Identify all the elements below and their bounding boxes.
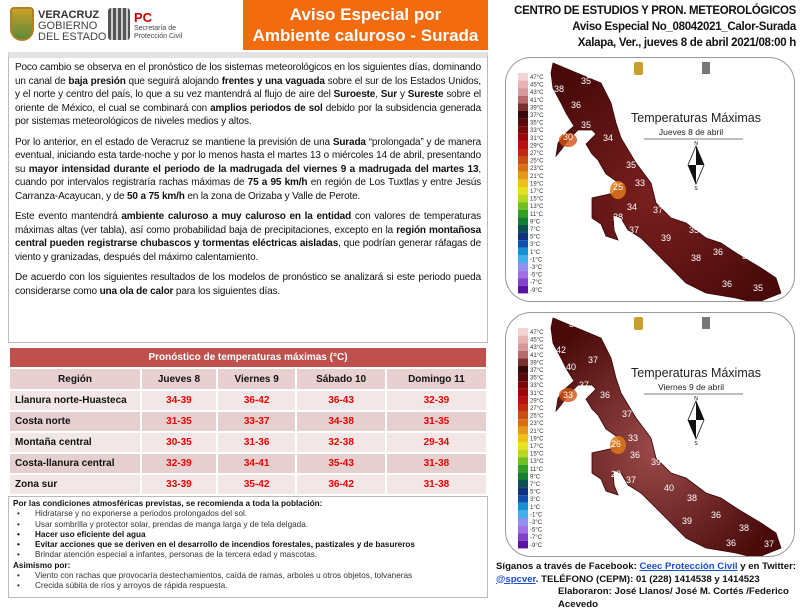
recommendations-title: Por las condiciones atmosféricas previstas, se recomienda a toda la población: <box>13 499 323 508</box>
legend-label: 5°C <box>530 234 541 241</box>
legend-label: 23°C <box>530 166 544 173</box>
bold-text: una ola de calor <box>99 285 174 297</box>
region-name: Costa norte <box>10 412 140 431</box>
bulletin-text <box>8 52 488 343</box>
legend-swatch <box>518 510 528 518</box>
bold-text: amplios periodos de sol <box>210 102 323 114</box>
isotherm-label: 36 <box>725 538 737 548</box>
legend-swatch <box>518 217 528 225</box>
legend-label: 39°C <box>530 105 544 112</box>
center-name: CENTRO DE ESTUDIOS Y PRON. METEOROLÓGICOS <box>514 5 796 17</box>
legend-swatch <box>518 73 528 81</box>
legend-label: -7°C <box>530 535 543 542</box>
temperature-map <box>506 313 795 557</box>
legend-label: -5°C <box>530 272 543 279</box>
compass-s: S <box>694 441 698 447</box>
legend-label: 37°C <box>530 113 544 119</box>
bold-text: 75 a 95 km/h <box>247 177 308 188</box>
isotherm-label: 34 <box>602 133 614 143</box>
isotherm-label: 39 <box>660 233 672 243</box>
isotherm-label: 36 <box>721 279 733 289</box>
pc-logo-small <box>702 317 710 329</box>
veracruz-logo-small <box>634 62 643 75</box>
text: sobre el sur de los Estados Unidos, y el norte y centro del país, lo que a su vez mantendrá al flujo de aire del <box>15 75 482 100</box>
legend-label: 37°C <box>530 368 544 374</box>
legend-label: 9°C <box>530 474 541 481</box>
table-row <box>10 412 486 431</box>
temperature-range: 31-35 <box>387 412 486 431</box>
legend-swatch <box>518 374 528 382</box>
column-header: Sábado 10 <box>297 369 384 389</box>
legend-swatch <box>518 351 528 359</box>
also-title: Asimismo por: <box>13 560 71 570</box>
legend-swatch <box>518 233 528 241</box>
column-header: Viernes 9 <box>218 369 295 389</box>
bold-text: frentes y una vaguada <box>221 75 325 87</box>
bold-text: región montañosa central pueden registrarse chubascos y tormentas eléctricas aisladas <box>15 224 481 249</box>
legend-swatch <box>518 450 528 458</box>
isotherm-label: 33 <box>627 433 639 443</box>
legend-label: 31°C <box>530 390 544 397</box>
text: en la zona de Orizaba y Valle de Perote. <box>184 190 361 202</box>
map-viernes <box>505 312 795 557</box>
isotherm-label: 39 <box>650 457 662 467</box>
text: , cuando por intervalos registraría rachas máximas de <box>15 163 481 188</box>
legend-label: 33°C <box>530 383 544 390</box>
bold-text: baja presión <box>68 75 126 87</box>
legend-swatch <box>518 328 528 336</box>
legend-label: 3°C <box>530 242 541 249</box>
legend-label: -9°C <box>530 542 543 549</box>
legend-swatch <box>518 134 528 142</box>
legend-label: 11°C <box>530 466 543 473</box>
legend-label: 47°C <box>530 75 544 81</box>
text: Por lo anterior, en el estado de Veracruz se mantiene la previsión de una <box>15 136 333 148</box>
temperature-range: 35-42 <box>218 475 295 494</box>
isotherm-label: 40 <box>663 483 675 493</box>
isotherm-label: 39 <box>568 319 580 329</box>
legend-label: 45°C <box>530 337 544 344</box>
temperature-range: 34-41 <box>218 454 295 473</box>
footer-contact <box>488 561 800 611</box>
legend-swatch <box>518 164 528 172</box>
isotherm-label: 38 <box>553 84 565 94</box>
text: Poco cambio se observa en el pronóstico de los sistemas meteorológicos en los siguientes días, dominando un canal de <box>15 62 481 87</box>
also-item: • Crecida súbita de ríos y arroyos de rápida respuesta. <box>13 581 483 591</box>
legend-swatch <box>518 210 528 218</box>
paragraph-1 <box>15 61 481 129</box>
legend-swatch <box>518 141 528 149</box>
legend-label: 23°C <box>530 421 544 428</box>
text: debido por la subsidencia generada por sistemas meteorológicos de niveles medios y altos. <box>15 102 481 127</box>
isotherm-label: 38 <box>686 493 698 503</box>
aviso-number: Aviso Especial No_08042021_Calor-Surada <box>572 21 796 33</box>
isotherm-label: 30 <box>562 132 574 142</box>
text: , <box>375 89 381 100</box>
veracruz-logo-text: VERACRUZ GOBIERNO DEL ESTADO <box>38 9 107 43</box>
legend-swatch <box>518 278 528 286</box>
legend-label: 15°C <box>530 451 544 458</box>
bold-text: Surada <box>332 136 366 148</box>
temperature-range: 32-38 <box>297 433 384 452</box>
proteccion-civil-logo <box>108 8 130 40</box>
text: en región de Los Tuxtlas y entre Jesús Carranza-Acayucan, y de <box>15 177 481 202</box>
temperature-range: 36-42 <box>297 475 384 494</box>
text: y <box>397 89 408 100</box>
legend-label: 13°C <box>530 459 544 466</box>
alert-banner: Aviso Especial por Ambiente caluroso - Surada <box>243 0 488 50</box>
isotherm-label: 34 <box>626 202 638 212</box>
legend-swatch <box>518 286 528 294</box>
legend-label: 31°C <box>530 135 544 142</box>
legend-label: 3°C <box>530 497 541 504</box>
twitter-link[interactable]: @spcver <box>496 573 536 585</box>
isotherm-label: 28 <box>612 212 624 222</box>
text: sobre el oriente de México, el cual se combinará con <box>15 89 482 114</box>
temperature-range: 32-39 <box>387 391 486 410</box>
recommendation-item: • Usar sombrilla y protector solar, prendas de manga larga y de tela delgada. <box>13 520 483 530</box>
isotherm-label: 36 <box>629 450 641 460</box>
legend-swatch <box>518 179 528 187</box>
isotherm-label: 37 <box>578 380 590 390</box>
legend-label: 41°C <box>530 352 544 359</box>
legend-swatch <box>518 255 528 263</box>
legend-label: 33°C <box>530 128 544 135</box>
column-header: Domingo 11 <box>387 369 486 389</box>
facebook-link[interactable]: Ceec Protección Civil <box>639 561 738 572</box>
legend-swatch <box>518 472 528 480</box>
legend-swatch <box>518 526 528 534</box>
legend-swatch <box>518 396 528 404</box>
temperature-range: 35-43 <box>297 454 384 473</box>
temperature-range: 33-39 <box>142 475 216 494</box>
isotherm-label: 35 <box>752 283 764 293</box>
isotherm-label: 35 <box>580 120 592 130</box>
legend-swatch <box>518 88 528 96</box>
table-row <box>10 391 486 410</box>
isotherm-label: 29 <box>610 469 622 479</box>
isotherm-label: 39 <box>681 516 693 526</box>
isotherm-label: 36 <box>710 510 722 520</box>
bulletin-header <box>488 3 796 51</box>
legend-label: 43°C <box>530 345 544 352</box>
temperature-range: 32-39 <box>142 454 216 473</box>
table-title: Pronóstico de temperaturas máximas (°C) <box>10 348 486 367</box>
isotherm-label: 36 <box>741 251 753 261</box>
compass-s: S <box>694 186 698 192</box>
legend-label: 7°C <box>530 227 541 233</box>
legend-swatch <box>518 480 528 488</box>
temperature-range: 30-35 <box>142 433 216 452</box>
legend-swatch <box>518 187 528 195</box>
text: para los siguientes días. <box>173 285 281 297</box>
temperature-range: 36-43 <box>297 391 384 410</box>
paragraph-4 <box>15 271 481 298</box>
temperature-range: 34-39 <box>142 391 216 410</box>
phone-text: . TELÉFONO (CEPM): 01 (228) 1414538 y 1414523 <box>535 573 760 585</box>
legend-label: 17°C <box>530 444 544 450</box>
legend-swatch <box>518 96 528 104</box>
bold-text: Sureste <box>407 89 444 100</box>
legend-label: -1°C <box>530 257 543 264</box>
legend-label: -3°C <box>530 520 543 526</box>
legend-swatch <box>518 457 528 465</box>
legend-swatch <box>518 119 528 127</box>
isotherm-label: 37 <box>625 475 637 485</box>
legend-swatch <box>518 271 528 279</box>
legend-swatch <box>518 263 528 271</box>
map-jueves <box>505 57 795 302</box>
pc-logo-small <box>702 62 710 74</box>
recommendation-item: • Hacer uso eficiente del agua <box>13 530 483 540</box>
legend-label: 17°C <box>530 189 544 195</box>
twitter-label: y en Twitter: <box>737 561 797 572</box>
text: que seguirá alojando <box>125 75 222 87</box>
legend-swatch <box>518 404 528 412</box>
legend-label: 25°C <box>530 158 544 165</box>
legend-swatch <box>518 503 528 511</box>
temperature-range: 33-37 <box>218 412 295 431</box>
bold-text: mayor intensidad durante el periodo de la madrugada del viernes 9 a madrugada del martes 13 <box>28 163 479 175</box>
bold-text: ambiente caluroso a muy caluroso en la entidad <box>121 211 352 222</box>
table-row <box>10 475 486 494</box>
temperature-range: 29-34 <box>387 433 486 452</box>
legend-swatch <box>518 202 528 210</box>
isotherm-label: 35 <box>580 76 592 86</box>
region-name: Zona sur <box>10 475 140 494</box>
isotherm-label: 36 <box>570 100 582 110</box>
recommendations-box <box>8 496 488 598</box>
veracruz-state-shape <box>551 318 781 557</box>
legend-label: 41°C <box>530 97 544 104</box>
text: De acuerdo con los siguientes resultados de los modelos de pronóstico se analizará si este periodo pueda considerarse como <box>15 272 481 297</box>
legend-swatch <box>518 518 528 526</box>
legend-swatch <box>518 149 528 157</box>
veracruz-logo-small <box>634 317 643 330</box>
temperature-range: 34-38 <box>297 412 384 431</box>
compass-n: N <box>694 141 698 147</box>
legend-label: 19°C <box>530 181 544 188</box>
legend-label: 45°C <box>530 82 544 89</box>
legend-label: 21°C <box>530 428 544 435</box>
legend-label: 25°C <box>530 413 544 420</box>
isotherm-label: 36 <box>712 247 724 257</box>
temperature-range: 36-42 <box>218 391 295 410</box>
legend-swatch <box>518 195 528 203</box>
recommendation-item: • Hidratarse y no exponerse a periodos prolongados del sol. <box>13 509 483 519</box>
legend-label: 35°C <box>530 375 544 382</box>
legend-swatch <box>518 81 528 89</box>
legend-swatch <box>518 419 528 427</box>
header-logos <box>0 0 240 50</box>
pc-logo-text: PC Secretaría de Protección Civil <box>134 10 183 40</box>
table-row <box>10 433 486 452</box>
isotherm-label: 40 <box>565 362 577 372</box>
isotherm-label: 37 <box>652 205 664 215</box>
text: , que podrían generar ráfagas de viento y granizadas, después del máximo calentamiento. <box>15 238 481 263</box>
isotherm-label: 38 <box>690 253 702 263</box>
veracruz-shield-logo <box>10 7 34 41</box>
legend-label: 13°C <box>530 204 544 211</box>
isotherm-label: 42 <box>555 345 567 355</box>
text: con valores de temperaturas máximas altas (ver tabla), así como probabilidad baja de precipitaciones, excepto en la <box>15 211 481 236</box>
legend-swatch <box>518 126 528 134</box>
legend-swatch <box>518 488 528 496</box>
legend-swatch <box>518 434 528 442</box>
temperature-forecast-table <box>8 346 488 496</box>
legend-label: 27°C <box>530 406 544 412</box>
legend-label: 9°C <box>530 219 541 226</box>
column-header: Jueves 8 <box>142 369 216 389</box>
text: Este evento mantendrá <box>15 211 122 222</box>
region-name: Montaña central <box>10 433 140 452</box>
map-subtitle: Viernes 9 de abril <box>658 382 724 392</box>
legend-swatch <box>518 336 528 344</box>
map-title: Temperaturas Máximas <box>631 111 761 125</box>
region-name: Costa-llanura central <box>10 454 140 473</box>
legend-swatch <box>518 111 528 119</box>
legend-swatch <box>518 541 528 549</box>
table-row <box>10 454 486 473</box>
legend-label: 15°C <box>530 196 544 203</box>
legend-label: 21°C <box>530 173 544 180</box>
authors: Elaboraron: José Llanos/ José M. Cortés /Federico Acevedo <box>558 586 789 610</box>
legend-label: 47°C <box>530 330 544 336</box>
legend-label: 43°C <box>530 90 544 97</box>
isotherm-label: 33 <box>634 178 646 188</box>
isotherm-label: 25 <box>612 182 624 192</box>
legend-label: 5°C <box>530 489 541 496</box>
isotherm-label: 37 <box>763 539 775 549</box>
legend-label: -1°C <box>530 512 543 519</box>
legend-swatch <box>518 412 528 420</box>
legend-swatch <box>518 248 528 256</box>
isotherm-label: 33 <box>562 390 574 400</box>
temperature-map <box>506 58 795 302</box>
legend-swatch <box>518 225 528 233</box>
legend-label: 39°C <box>530 360 544 367</box>
legend-swatch <box>518 427 528 435</box>
legend-swatch <box>518 157 528 165</box>
legend-label: 1°C <box>530 249 541 256</box>
temperature-range: 31-36 <box>218 433 295 452</box>
isotherm-label: 37 <box>628 225 640 235</box>
legend-label: 29°C <box>530 398 544 405</box>
isotherm-label: 38 <box>738 523 750 533</box>
legend-swatch <box>518 103 528 111</box>
compass-n: N <box>694 396 698 402</box>
legend-swatch <box>518 343 528 351</box>
isotherm-label: 37 <box>621 409 633 419</box>
paragraph-3 <box>15 210 481 264</box>
recommendation-item: • Brindar atención especial a infantes, personas de la tercera edad y mascotas. <box>13 550 483 560</box>
legend-label: -3°C <box>530 265 543 271</box>
legend-swatch <box>518 358 528 366</box>
legend-label: -9°C <box>530 287 543 294</box>
legend-label: 27°C <box>530 151 544 157</box>
legend-label: 7°C <box>530 482 541 488</box>
temperature-range: 31-38 <box>387 475 486 494</box>
legend-label: 29°C <box>530 143 544 150</box>
also-item: • Viento con rachas que provocaría destechamientos, caída de ramas, arboles u otros objetos, tolvaneras <box>13 571 483 581</box>
region-name: Llanura norte-Huasteca <box>10 391 140 410</box>
legend-label: -7°C <box>530 280 543 287</box>
table-header-row <box>10 369 486 389</box>
isotherm-label: 26 <box>610 439 622 449</box>
map-subtitle: Jueves 8 de abril <box>658 127 724 137</box>
legend-label: -5°C <box>530 527 543 534</box>
isotherm-label: 37 <box>587 355 599 365</box>
legend-swatch <box>518 240 528 248</box>
text: “prolongada” y de manera eventual, iniciando esta tarde-noche y por lo menos hasta el martes 13 o miércoles 14 de abril, presentando su <box>15 136 481 175</box>
temperature-range: 31-35 <box>142 412 216 431</box>
veracruz-state-shape <box>551 63 781 302</box>
place-date: Xalapa, Ver., jueves 8 de abril 2021/08:00 h <box>577 37 796 49</box>
legend-label: 35°C <box>530 120 544 127</box>
column-header: Región <box>10 369 140 389</box>
legend-swatch <box>518 533 528 541</box>
legend-label: 1°C <box>530 504 541 511</box>
legend-swatch <box>518 172 528 180</box>
legend-label: 19°C <box>530 436 544 443</box>
legend-swatch <box>518 442 528 450</box>
facebook-label: Síganos a través de Facebook: <box>496 561 640 572</box>
map-title: Temperaturas Máximas <box>631 366 761 380</box>
bold-text: Suroeste <box>333 89 376 100</box>
bold-text: 50 a 75 km/h <box>127 190 185 202</box>
isotherm-label: 36 <box>599 390 611 400</box>
legend-swatch <box>518 465 528 473</box>
legend-swatch <box>518 389 528 397</box>
paragraph-2 <box>15 136 481 204</box>
recommendation-item: • Evitar acciones que se deriven en el desarrollo de incendios forestales, pastizales y de basureros <box>13 540 483 550</box>
isotherm-label: 35 <box>688 225 700 235</box>
temperature-range: 31-38 <box>387 454 486 473</box>
isotherm-label: 35 <box>625 160 637 170</box>
legend-swatch <box>518 381 528 389</box>
bold-text: Sur <box>380 89 398 100</box>
legend-swatch <box>518 366 528 374</box>
legend-swatch <box>518 495 528 503</box>
legend-label: 11°C <box>530 211 543 218</box>
